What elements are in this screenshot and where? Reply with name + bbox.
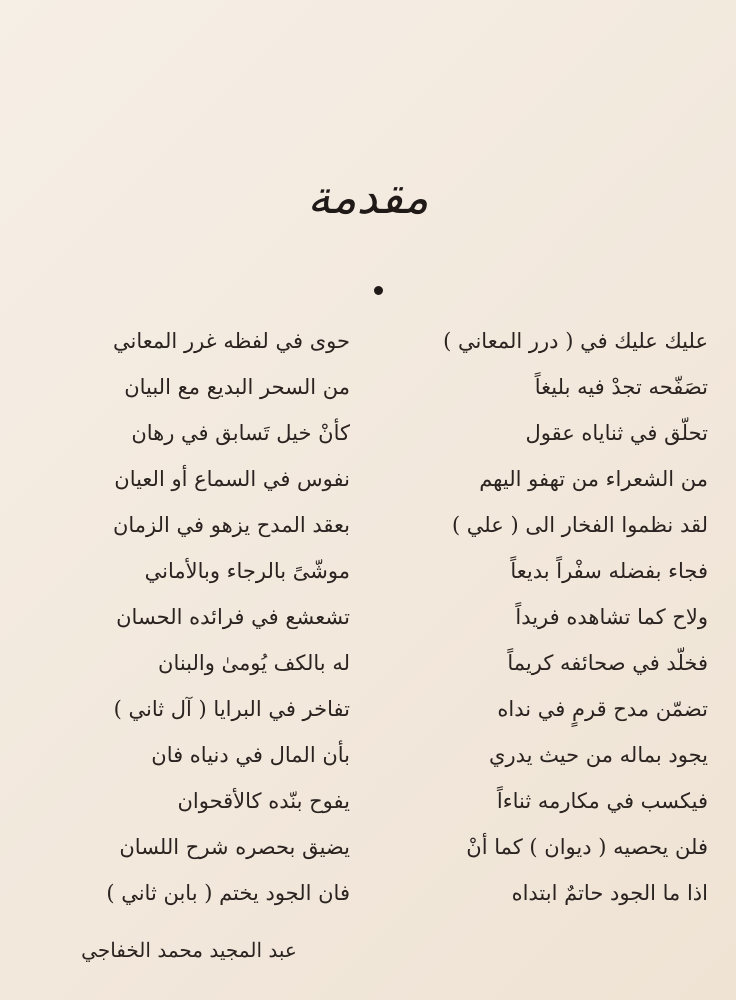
verse-line: تحلّق في ثناياه عقول (525, 421, 708, 445)
verse-line: تصَفّحه تجدْ فيه بليغاً (534, 375, 708, 399)
verse-line: بعقد المدح يزهو في الزمان (112, 513, 350, 537)
verse-line: اذا ما الجود حاتمٌ ابتداه (511, 881, 708, 905)
verse-line: ولاح كما تشاهده فريداً (515, 605, 708, 629)
verse-line: بأن المال في دنياه فان (151, 743, 350, 767)
verse-line: نفوس في السماع أو العيان (114, 467, 350, 491)
verse-line: تشعشع في فرائده الحسان (116, 605, 350, 629)
verse-line: لقد نظموا الفخار الى ( علي ) (451, 513, 708, 537)
verse-line: حوى في لفظه غرر المعاني (113, 329, 350, 353)
verse-line: فخلّد في صحائفه كريماً (507, 651, 708, 675)
verse-line: عليك عليك في ( درر المعاني ) (443, 329, 708, 353)
verse-line: موشّىً بالرجاء وبالأماني (144, 559, 350, 583)
author-signature: عبد المجيد محمد الخفاجي (81, 938, 297, 962)
title-bullet-dot (374, 286, 383, 295)
verse-line: يفوح بنّده كالأقحوان (177, 789, 350, 813)
verse-line: فيكسب في مكارمه ثناءاً (496, 789, 708, 813)
verse-line: فجاء بفضله سفْراً بديعاً (510, 559, 708, 583)
verse-line: من السحر البديع مع البيان (124, 375, 350, 399)
verse-line: فلن يحصيه ( ديوان ) كما أنْ (466, 835, 708, 859)
verse-line: له بالكف يُومىٰ والبنان (158, 651, 350, 675)
page-title: مقدمة (307, 170, 429, 224)
verse-line: تضمّن مدح قرمٍ في نداه (497, 697, 708, 721)
poem-column-left (34, 318, 350, 916)
verse-line: يجود بماله من حيث يدري (489, 743, 708, 767)
poem-column-right (408, 318, 708, 916)
verse-line: تفاخر في البرايا ( آل ثاني ) (113, 697, 350, 721)
verse-line: يضيق بحصره شرح اللسان (119, 835, 350, 859)
verse-line: من الشعراء من تهفو اليهم (479, 467, 708, 491)
verse-line: كأنْ خيل تَسابق في رهان (131, 421, 350, 445)
verse-line: فان الجود يختم ( بابن ثاني ) (106, 881, 350, 905)
